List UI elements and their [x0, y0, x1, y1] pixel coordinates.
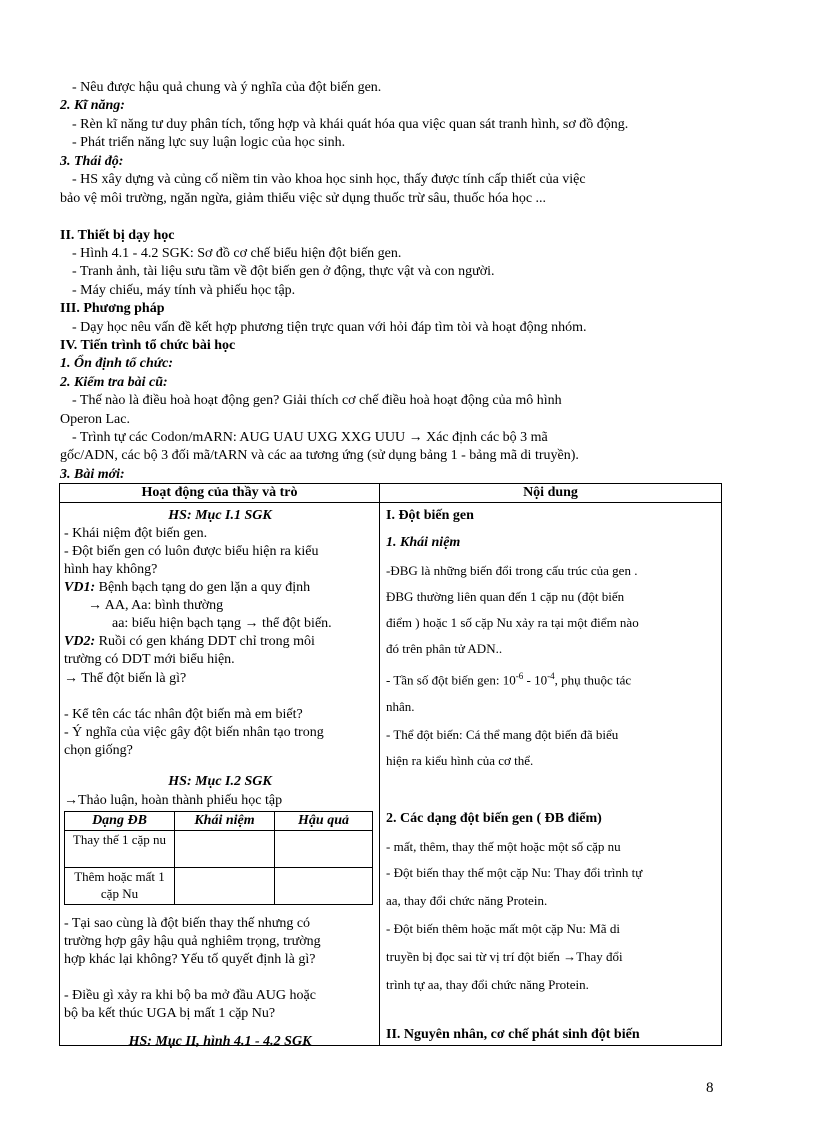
example-text: Bệnh bạch tạng do gen lặn a quy định — [95, 580, 311, 595]
skills-heading: 2. Kĩ năng: — [60, 98, 125, 113]
process-step-1: 1. Ổn định tổ chức: — [60, 356, 174, 371]
content-line: - Thể đột biến: Cá thể mang đột biến đã biểu — [386, 727, 619, 742]
objective-line: - Nêu được hậu quả chung và ý nghĩa của đột biến gen. — [72, 80, 382, 95]
content-line: -ĐBG là những biến đổi trong cấu trúc của gen . — [386, 563, 638, 578]
attitude-line: - HS xây dựng và củng cố niềm tin vào khoa học sinh học, thấy được tính cấp thiết của việc — [72, 172, 586, 187]
activity-line: →Thảo luận, hoàn thành phiếu học tập — [64, 793, 283, 808]
attitude-heading: 3. Thái độ: — [60, 154, 124, 169]
hs-section-title: HS: Mục I.2 SGK — [168, 774, 272, 789]
worksheet-header: Khái niệm — [175, 812, 275, 831]
text-part: , phụ thuộc tác — [554, 672, 632, 688]
process-step-2: 2. Kiểm tra bài cũ: — [60, 375, 168, 390]
activity-line: aa: biểu hiện bạch tạng → thể đột biến. — [112, 616, 332, 631]
content-line: aa, thay đổi chức năng Protein. — [386, 893, 548, 908]
content-heading: II. Nguyên nhân, cơ chế phát sinh đột biến — [386, 1027, 640, 1042]
exponent: -4 — [547, 671, 555, 681]
content-subheading: 1. Khái niệm — [386, 535, 461, 550]
content-line — [386, 671, 631, 688]
content-cell — [380, 503, 721, 1045]
content-line: ĐBG thường liên quan đến 1 cặp nu (đột biến — [386, 589, 625, 604]
equipment-line: - Hình 4.1 - 4.2 SGK: Sơ đồ cơ chế biểu hiện đột biến gen. — [72, 246, 402, 261]
worksheet-header: Dạng ĐB — [65, 812, 175, 831]
activity-line: hình hay không? — [64, 562, 158, 577]
content-line: - mất, thêm, thay thế một hoặc một số cặp nu — [386, 839, 621, 854]
review-question: - Thế nào là điều hoà hoạt động gen? Giải thích cơ chế điều hoà hoạt động của mô hình — [72, 393, 562, 408]
example-label: VD1: — [64, 580, 96, 595]
worksheet-row-label: Thêm hoặc mất 1 cặp Nu — [65, 868, 175, 905]
activity-line: - Tại sao cùng là đột biến thay thế nhưng có — [64, 916, 311, 931]
content-line: đó trên phân tử ADN.. — [386, 641, 503, 656]
example-2 — [64, 633, 315, 651]
activity-line: bộ ba kết thúc UGA bị mất 1 cặp Nu? — [64, 1006, 276, 1021]
skills-line: - Rèn kĩ năng tư duy phân tích, tổng hợp và khái quát hóa qua việc quan sát tranh hình, sơ đồ động. — [72, 117, 629, 132]
method-line: - Dạy học nêu vấn đề kết hợp phương tiện trực quan với hỏi đáp tìm tòi và hoạt động nhóm. — [72, 320, 587, 335]
text-part: - Tần số đột biến gen: 10 — [386, 672, 516, 688]
column-header-activities: Hoạt động của thầy và trò — [60, 484, 380, 503]
example-text: Ruồi có gen kháng DDT chỉ trong môi — [95, 634, 315, 649]
example-1 — [64, 579, 310, 597]
process-heading: IV. Tiến trình tổ chức bài học — [60, 338, 236, 353]
activity-line: trường hợp gây hậu quả nghiêm trọng, trường — [64, 934, 321, 949]
worksheet-cell — [275, 868, 373, 905]
content-line: - Đột biến thêm hoặc mất một cặp Nu: Mã di — [386, 921, 620, 936]
activity-line: - Điều gì xảy ra khi bộ ba mở đầu AUG hoặc — [64, 988, 316, 1003]
equipment-line: - Máy chiếu, máy tính và phiếu học tập. — [72, 283, 296, 298]
content-heading: 2. Các dạng đột biến gen ( ĐB điểm) — [386, 811, 602, 826]
equipment-heading: II. Thiết bị dạy học — [60, 228, 175, 243]
content-line: điểm ) hoặc 1 số cặp Nu xảy ra tại một điểm nào — [386, 615, 639, 630]
text-part: - 10 — [523, 672, 548, 688]
worksheet-row-label: Thay thế 1 cặp nu — [65, 831, 175, 868]
review-question: - Trình tự các Codon/mARN: AUG UAU UXG XXG UUU → Xác định các bộ 3 mã — [72, 430, 548, 445]
column-header-content: Nội dung — [380, 484, 722, 503]
attitude-line: bảo vệ môi trường, ngăn ngừa, giảm thiểu việc sử dụng thuốc trừ sâu, thuốc hóa học ... — [60, 191, 547, 206]
page-number: 8 — [706, 1080, 714, 1096]
activity-line: - Kể tên các tác nhân đột biến mà em biết? — [64, 707, 303, 722]
process-step-3: 3. Bài mới: — [60, 467, 125, 482]
activity-line: → Thể đột biến là gì? — [64, 671, 187, 686]
example-label: VD2: — [64, 634, 96, 649]
equipment-line: - Tranh ảnh, tài liệu sưu tầm về đột biến gen ở động, thực vật và con người. — [72, 264, 495, 279]
content-line: nhân. — [386, 699, 415, 714]
content-line: - Đột biến thay thế một cặp Nu: Thay đổi trình tự — [386, 865, 643, 880]
hs-section-title: HS: Mục I.1 SGK — [168, 508, 272, 523]
activity-line: chọn giống? — [64, 743, 133, 758]
skills-line: - Phát triển năng lực suy luận logic của học sinh. — [72, 135, 346, 150]
activity-line: trường có DDT mới biểu hiện. — [64, 652, 235, 667]
activities-cell — [60, 503, 379, 1049]
activity-line: → AA, Aa: bình thường — [88, 598, 224, 613]
worksheet-cell — [275, 831, 373, 868]
exponent: -6 — [515, 671, 524, 681]
activity-line: - Đột biến gen có luôn được biểu hiện ra kiểu — [64, 544, 319, 559]
review-question: Operon Lac. — [60, 412, 130, 427]
content-line: truyền bị đọc sai từ vị trí đột biến →Thay đổi — [386, 949, 623, 964]
method-heading: III. Phương pháp — [60, 301, 165, 316]
content-heading: I. Đột biến gen — [386, 508, 474, 523]
worksheet-table — [64, 811, 373, 905]
worksheet-cell — [175, 868, 275, 905]
hs-section-title: HS: Mục II, hình 4.1 - 4.2 SGK — [128, 1034, 312, 1049]
activity-line: hợp khác lại không? Yếu tố quyết định là gì? — [64, 952, 316, 967]
content-line: trình tự aa, thay đổi chức năng Protein. — [386, 977, 589, 992]
worksheet-cell — [175, 831, 275, 868]
activity-line: - Ý nghĩa của việc gây đột biến nhân tạo trong — [64, 725, 324, 740]
review-question: gốc/ADN, các bộ 3 đối mã/tARN và các aa tương ứng (sử dụng bảng 1 - bảng mã di truyền). — [60, 448, 579, 463]
worksheet-header: Hậu quả — [275, 812, 373, 831]
activity-line: - Khái niệm đột biến gen. — [64, 526, 208, 541]
lesson-table — [59, 483, 722, 1049]
content-line: hiện ra kiểu hình của cơ thể. — [386, 753, 534, 768]
